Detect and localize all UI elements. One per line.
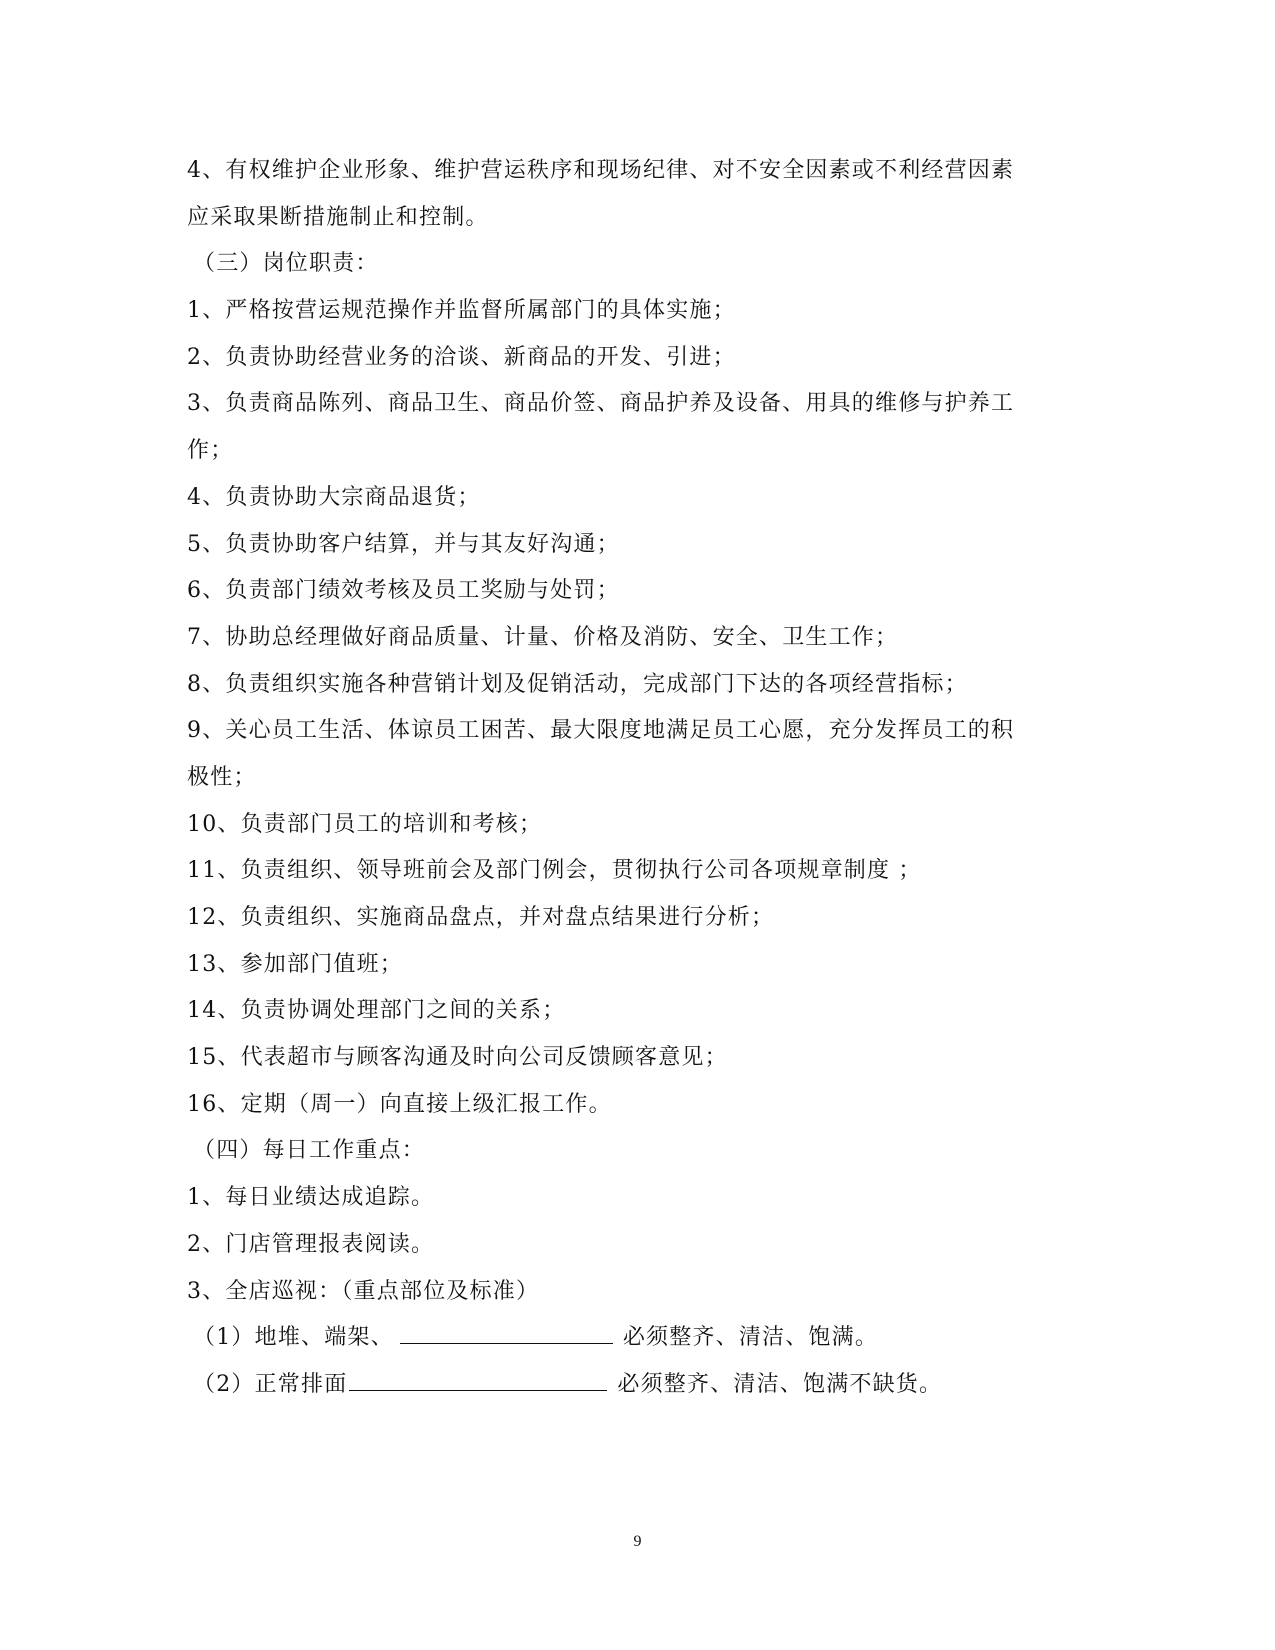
fill-line-suffix: 必须整齐、清洁、饱满。	[622, 1325, 879, 1351]
fill-line-suffix: 必须整齐、清洁、饱满不缺货。	[617, 1371, 943, 1397]
section-heading: （四）每日工作重点：	[193, 1138, 426, 1164]
list-item: 12、负责组织、实施商品盘点，并对盘点结果进行分析；	[187, 905, 775, 930]
list-item: 5、负责协助客户结算，并与其友好沟通；	[187, 531, 620, 557]
list-item: 2、门店管理报表阅读。	[187, 1231, 435, 1257]
list-item-continuation: 极性；	[187, 764, 257, 790]
list-item: 2、负责协助经营业务的洽谈、新商品的开发、引进；	[187, 344, 736, 370]
list-item: 16、定期（周一）向直接上级汇报工作。	[187, 1091, 612, 1117]
blank-underline	[349, 1368, 607, 1391]
fill-line-prefix: （2）正常排面	[193, 1371, 348, 1397]
list-item: 10、负责部门员工的培训和考核；	[187, 811, 543, 837]
list-item: 13、参加部门值班；	[187, 951, 403, 977]
document-body	[187, 148, 1087, 1409]
fill-in-line	[187, 1362, 1087, 1409]
text-line: 应采取果断措施制止和控制。	[187, 204, 489, 230]
section-heading: （三）岗位职责：	[193, 251, 379, 277]
list-item: 4、负责协助大宗商品退货；	[187, 484, 481, 510]
fill-in-line	[187, 1315, 1087, 1362]
list-item: 11、负责组织、领导班前会及部门例会，贯彻执行公司各项规章制度 ；	[187, 858, 922, 884]
list-item: 9、关心员工生活、体谅员工困苦、最大限度地满足员工心愿，充分发挥员工的积	[187, 718, 1015, 744]
blank-underline	[400, 1321, 613, 1344]
list-item: 1、严格按营运规范操作并监督所属部门的具体实施；	[187, 298, 736, 324]
list-item: 14、负责协调处理部门之间的关系；	[187, 998, 566, 1024]
page-number: 9	[633, 1533, 642, 1550]
text-line: 4、有权维护企业形象、维护营运秩序和现场纪律、对不安全因素或不利经营因素	[187, 158, 1015, 183]
list-item: 1、每日业绩达成追踪。	[187, 1185, 435, 1211]
list-item: 8、负责组织实施各种营销计划及促销活动，完成部门下达的各项经营指标；	[187, 671, 968, 697]
list-item: 6、负责部门绩效考核及员工奖励与处罚；	[187, 578, 620, 604]
list-item: 3、全店巡视：（重点部位及标准）	[187, 1278, 540, 1304]
list-item: 3、负责商品陈列、商品卫生、商品价签、商品护养及设备、用具的维修与护养工	[187, 391, 1015, 417]
list-item: 15、代表超市与顾客沟通及时向公司反馈顾客意见；	[187, 1045, 728, 1071]
list-item: 7、协助总经理做好商品质量、计量、价格及消防、安全、卫生工作；	[187, 624, 899, 650]
list-item-continuation: 作；	[187, 438, 234, 464]
fill-line-prefix: （1）地堆、端架、	[193, 1325, 394, 1351]
